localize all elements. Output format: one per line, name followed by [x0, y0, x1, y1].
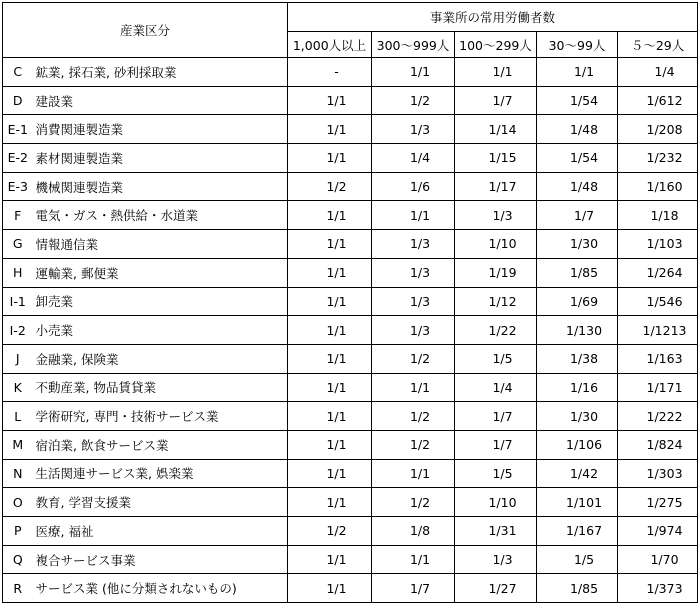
industry-code: E-1: [3, 115, 33, 144]
ratio-cell: 1/1: [288, 430, 372, 459]
ratio-cell: 1/1: [288, 115, 372, 144]
ratio-cell: 1/1: [288, 402, 372, 431]
ratio-cell: 1/1: [288, 344, 372, 373]
industry-name: 不動産業, 物品賃貸業: [33, 373, 288, 402]
ratio-cell: 1/163: [618, 344, 698, 373]
ratio-cell: 1/373: [618, 574, 698, 603]
ratio-cell: 1/103: [618, 230, 698, 259]
table-row: [3, 574, 698, 603]
ratio-cell: 1/5: [455, 344, 537, 373]
sampling-ratio-table: [2, 2, 698, 603]
table-row: [3, 373, 698, 402]
industry-name: 消費関連製造業: [33, 115, 288, 144]
size-column-header: 30～99人: [537, 32, 618, 58]
ratio-cell: 1/2: [288, 172, 372, 201]
ratio-cell: 1/30: [537, 230, 618, 259]
ratio-cell: 1/232: [618, 144, 698, 173]
industry-code: D: [3, 86, 33, 115]
ratio-cell: 1/7: [455, 86, 537, 115]
ratio-cell: 1/1: [288, 488, 372, 517]
industry-code: P: [3, 517, 33, 546]
table-row: [3, 201, 698, 230]
ratio-cell: 1/1: [288, 545, 372, 574]
ratio-cell: 1/8: [372, 517, 455, 546]
ratio-cell: 1/1: [288, 574, 372, 603]
ratio-cell: 1/2: [372, 488, 455, 517]
industry-name: 素材関連製造業: [33, 144, 288, 173]
ratio-cell: 1/1: [288, 230, 372, 259]
ratio-cell: 1/4: [455, 373, 537, 402]
ratio-cell: 1/15: [455, 144, 537, 173]
table-row: [3, 258, 698, 287]
industry-code: J: [3, 344, 33, 373]
industry-name: 生活関連サービス業, 娯楽業: [33, 459, 288, 488]
industry-name: サービス業 (他に分類されないもの): [33, 574, 288, 603]
industry-name: 建設業: [33, 86, 288, 115]
ratio-cell: 1/264: [618, 258, 698, 287]
ratio-cell: 1/303: [618, 459, 698, 488]
ratio-cell: 1/1: [455, 58, 537, 87]
ratio-cell: 1/974: [618, 517, 698, 546]
ratio-cell: 1/4: [618, 58, 698, 87]
ratio-cell: 1/31: [455, 517, 537, 546]
table-row: [3, 316, 698, 345]
ratio-cell: 1/3: [372, 115, 455, 144]
ratio-cell: 1/48: [537, 115, 618, 144]
ratio-cell: 1/1: [288, 201, 372, 230]
industry-name: 運輸業, 郵便業: [33, 258, 288, 287]
table-body: [3, 58, 698, 603]
table-row: [3, 545, 698, 574]
size-column-header: ５～29人: [618, 32, 698, 58]
industry-name: 卸売業: [33, 287, 288, 316]
ratio-cell: 1/17: [455, 172, 537, 201]
ratio-cell: 1/5: [455, 459, 537, 488]
ratio-cell: 1/38: [537, 344, 618, 373]
industry-name: 医療, 福祉: [33, 517, 288, 546]
ratio-cell: 1/70: [618, 545, 698, 574]
ratio-cell: 1/2: [372, 430, 455, 459]
ratio-cell: 1/1: [537, 58, 618, 87]
table-row: [3, 517, 698, 546]
ratio-cell: 1/3: [372, 316, 455, 345]
industry-name: 複合サービス事業: [33, 545, 288, 574]
ratio-cell: 1/1: [372, 201, 455, 230]
industry-code: C: [3, 58, 33, 87]
ratio-cell: 1/22: [455, 316, 537, 345]
ratio-cell: 1/1: [372, 545, 455, 574]
table-row: [3, 115, 698, 144]
ratio-cell: 1/1: [288, 316, 372, 345]
ratio-cell: 1/1: [372, 459, 455, 488]
ratio-cell: 1/1: [288, 373, 372, 402]
ratio-cell: 1/14: [455, 115, 537, 144]
industry-name: 情報通信業: [33, 230, 288, 259]
industry-code: N: [3, 459, 33, 488]
ratio-cell: 1/546: [618, 287, 698, 316]
ratio-cell: 1/85: [537, 258, 618, 287]
industry-name: 電気・ガス・熱供給・水道業: [33, 201, 288, 230]
ratio-cell: 1/1: [372, 58, 455, 87]
ratio-cell: 1/19: [455, 258, 537, 287]
industry-code: O: [3, 488, 33, 517]
size-column-header: 300～999人: [372, 32, 455, 58]
table-row: [3, 172, 698, 201]
industry-code: I-2: [3, 316, 33, 345]
ratio-cell: 1/54: [537, 144, 618, 173]
industry-name: 宿泊業, 飲食サービス業: [33, 430, 288, 459]
ratio-cell: 1/42: [537, 459, 618, 488]
ratio-cell: 1/1213: [618, 316, 698, 345]
industry-code: F: [3, 201, 33, 230]
ratio-cell: 1/106: [537, 430, 618, 459]
ratio-cell: 1/12: [455, 287, 537, 316]
ratio-cell: 1/101: [537, 488, 618, 517]
ratio-cell: 1/6: [372, 172, 455, 201]
ratio-cell: 1/2: [372, 344, 455, 373]
table-row: [3, 144, 698, 173]
industry-name: 金融業, 保険業: [33, 344, 288, 373]
ratio-cell: 1/48: [537, 172, 618, 201]
ratio-cell: 1/7: [455, 430, 537, 459]
ratio-cell: 1/824: [618, 430, 698, 459]
ratio-cell: 1/18: [618, 201, 698, 230]
ratio-cell: 1/54: [537, 86, 618, 115]
table-row: [3, 58, 698, 87]
table-row: [3, 402, 698, 431]
ratio-cell: 1/1: [372, 373, 455, 402]
industry-code: M: [3, 430, 33, 459]
ratio-cell: 1/10: [455, 230, 537, 259]
table-row: [3, 230, 698, 259]
ratio-cell: 1/3: [372, 287, 455, 316]
ratio-cell: 1/3: [372, 258, 455, 287]
ratio-cell: 1/160: [618, 172, 698, 201]
industry-code: E-3: [3, 172, 33, 201]
ratio-cell: 1/171: [618, 373, 698, 402]
ratio-cell: 1/69: [537, 287, 618, 316]
ratio-cell: 1/3: [455, 201, 537, 230]
ratio-cell: 1/2: [288, 517, 372, 546]
ratio-cell: 1/7: [455, 402, 537, 431]
ratio-cell: 1/5: [537, 545, 618, 574]
ratio-cell: -: [288, 58, 372, 87]
establishment-size-header: 事業所の常用労働者数: [288, 3, 698, 32]
table-row: [3, 430, 698, 459]
ratio-cell: 1/208: [618, 115, 698, 144]
industry-code: R: [3, 574, 33, 603]
ratio-cell: 1/1: [288, 459, 372, 488]
ratio-cell: 1/7: [537, 201, 618, 230]
industry-name: 教育, 学習支援業: [33, 488, 288, 517]
industry-name: 鉱業, 採石業, 砂利採取業: [33, 58, 288, 87]
size-column-header: 1,000人以上: [288, 32, 372, 58]
ratio-cell: 1/612: [618, 86, 698, 115]
size-column-header: 100～299人: [455, 32, 537, 58]
ratio-cell: 1/3: [372, 230, 455, 259]
ratio-cell: 1/10: [455, 488, 537, 517]
ratio-cell: 1/2: [372, 86, 455, 115]
industry-name: 学術研究, 専門・技術サービス業: [33, 402, 288, 431]
ratio-cell: 1/27: [455, 574, 537, 603]
ratio-cell: 1/167: [537, 517, 618, 546]
ratio-cell: 1/30: [537, 402, 618, 431]
table-row: [3, 488, 698, 517]
ratio-cell: 1/130: [537, 316, 618, 345]
table-row: [3, 459, 698, 488]
ratio-cell: 1/1: [288, 144, 372, 173]
ratio-cell: 1/7: [372, 574, 455, 603]
industry-code: G: [3, 230, 33, 259]
ratio-cell: 1/222: [618, 402, 698, 431]
industry-name: 小売業: [33, 316, 288, 345]
industry-code: K: [3, 373, 33, 402]
ratio-cell: 1/275: [618, 488, 698, 517]
ratio-cell: 1/3: [455, 545, 537, 574]
table-row: [3, 287, 698, 316]
ratio-cell: 1/85: [537, 574, 618, 603]
industry-code: L: [3, 402, 33, 431]
ratio-cell: 1/1: [288, 258, 372, 287]
industry-header: 産業区分: [3, 3, 288, 58]
ratio-cell: 1/2: [372, 402, 455, 431]
industry-code: I-1: [3, 287, 33, 316]
ratio-cell: 1/4: [372, 144, 455, 173]
industry-code: E-2: [3, 144, 33, 173]
table-row: [3, 86, 698, 115]
industry-name: 機械関連製造業: [33, 172, 288, 201]
industry-code: H: [3, 258, 33, 287]
industry-code: Q: [3, 545, 33, 574]
ratio-cell: 1/16: [537, 373, 618, 402]
ratio-cell: 1/1: [288, 86, 372, 115]
table-row: [3, 344, 698, 373]
ratio-cell: 1/1: [288, 287, 372, 316]
